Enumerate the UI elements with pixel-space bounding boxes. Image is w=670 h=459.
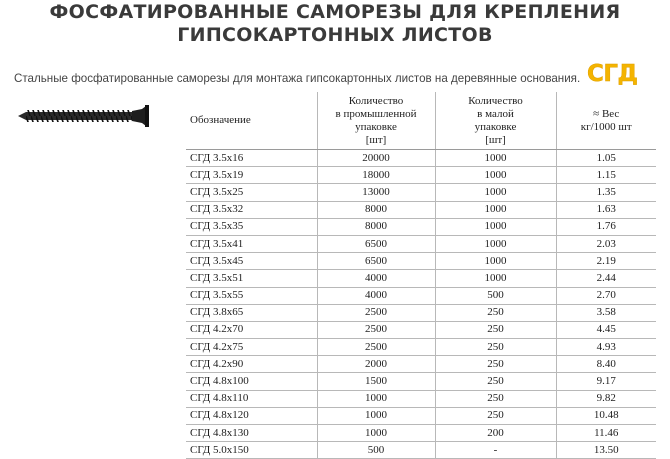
cell-small-qty: 1000 [435,150,556,167]
table-row [186,201,656,218]
cell-industrial-qty: 1500 [317,373,435,390]
table-row [186,356,656,373]
cell-weight: 9.82 [556,390,656,407]
cell-weight: 1.76 [556,218,656,235]
cell-designation: СГД 4.2х90 [186,356,317,373]
cell-small-qty: 250 [435,356,556,373]
cell-industrial-qty: 6500 [317,253,435,270]
brand-logo: СГД [587,61,638,87]
cell-industrial-qty: 6500 [317,235,435,252]
table-header-row [186,92,656,150]
cell-designation: СГД 3.5х55 [186,287,317,304]
cell-small-qty: 250 [435,390,556,407]
cell-weight: 1.63 [556,201,656,218]
cell-designation: СГД 4.8х100 [186,373,317,390]
cell-industrial-qty: 500 [317,442,435,459]
cell-industrial-qty: 4000 [317,287,435,304]
cell-small-qty: 1000 [435,218,556,235]
cell-weight: 10.48 [556,407,656,424]
cell-weight: 2.03 [556,235,656,252]
cell-weight: 2.44 [556,270,656,287]
cell-small-qty: 1000 [435,270,556,287]
cell-designation: СГД 4.8х120 [186,407,317,424]
cell-weight: 3.58 [556,304,656,321]
cell-small-qty: 250 [435,373,556,390]
cell-small-qty: 1000 [435,235,556,252]
cell-designation: СГД 3.5х41 [186,235,317,252]
cell-weight: 8.40 [556,356,656,373]
cell-small-qty: 1000 [435,253,556,270]
table-row [186,442,656,459]
cell-small-qty: 1000 [435,167,556,184]
cell-designation: СГД 4.2х70 [186,321,317,338]
cell-industrial-qty: 2500 [317,304,435,321]
cell-weight: 4.93 [556,339,656,356]
cell-weight: 4.45 [556,321,656,338]
cell-small-qty: - [435,442,556,459]
cell-small-qty: 250 [435,304,556,321]
cell-small-qty: 250 [435,321,556,338]
cell-designation: СГД 3.8х65 [186,304,317,321]
cell-small-qty: 200 [435,425,556,442]
cell-industrial-qty: 8000 [317,201,435,218]
cell-small-qty: 250 [435,407,556,424]
cell-industrial-qty: 4000 [317,270,435,287]
cell-weight: 1.15 [556,167,656,184]
table-row [186,304,656,321]
cell-weight: 13.50 [556,442,656,459]
page-title-line-1: ФОСФАТИРОВАННЫЕ САМОРЕЗЫ ДЛЯ КРЕПЛЕНИЯ [49,1,621,23]
table-row [186,253,656,270]
cell-designation: СГД 3.5х32 [186,201,317,218]
cell-industrial-qty: 2500 [317,339,435,356]
cell-industrial-qty: 18000 [317,167,435,184]
cell-industrial-qty: 1000 [317,390,435,407]
cell-weight: 11.46 [556,425,656,442]
table-row [186,287,656,304]
table-row [186,407,656,424]
cell-industrial-qty: 2500 [317,321,435,338]
cell-small-qty: 500 [435,287,556,304]
table-row [186,390,656,407]
cell-industrial-qty: 13000 [317,184,435,201]
cell-weight: 1.35 [556,184,656,201]
cell-designation: СГД 4.8х130 [186,425,317,442]
table-row [186,150,656,167]
screw-spec-table [186,92,656,459]
cell-weight: 9.17 [556,373,656,390]
cell-industrial-qty: 1000 [317,425,435,442]
cell-weight: 1.05 [556,150,656,167]
cell-weight: 2.19 [556,253,656,270]
table-row [186,235,656,252]
cell-weight: 2.70 [556,287,656,304]
table-row [186,339,656,356]
col-header-weight: ≈ Вес кг/1000 шт [556,92,656,150]
cell-designation: СГД 3.5х35 [186,218,317,235]
cell-small-qty: 250 [435,339,556,356]
table-row [186,321,656,338]
cell-designation: СГД 5.0х150 [186,442,317,459]
cell-designation: СГД 3.5х16 [186,150,317,167]
cell-small-qty: 1000 [435,201,556,218]
col-header-designation: Обозначение [186,92,317,150]
cell-designation: СГД 3.5х45 [186,253,317,270]
drywall-screw-icon [16,104,156,128]
table-row [186,218,656,235]
col-header-small-pack: Количество в малой упаковке [шт] [435,92,556,150]
cell-industrial-qty: 8000 [317,218,435,235]
table-row [186,270,656,287]
product-description: Стальные фосфатированные саморезы для монтажа гипсокартонных листов на деревянные основания. [14,72,581,85]
cell-industrial-qty: 2000 [317,356,435,373]
cell-industrial-qty: 20000 [317,150,435,167]
cell-designation: СГД 3.5х25 [186,184,317,201]
cell-designation: СГД 3.5х19 [186,167,317,184]
cell-designation: СГД 4.8х110 [186,390,317,407]
col-header-industrial-pack: Количество в промышленной упаковке [шт] [317,92,435,150]
table-row [186,184,656,201]
table-row [186,167,656,184]
page-title-line-2: ГИПСОКАРТОННЫХ ЛИСТОВ [177,24,493,46]
table-row [186,373,656,390]
cell-industrial-qty: 1000 [317,407,435,424]
table-row [186,425,656,442]
cell-designation: СГД 4.2х75 [186,339,317,356]
cell-small-qty: 1000 [435,184,556,201]
cell-designation: СГД 3.5х51 [186,270,317,287]
